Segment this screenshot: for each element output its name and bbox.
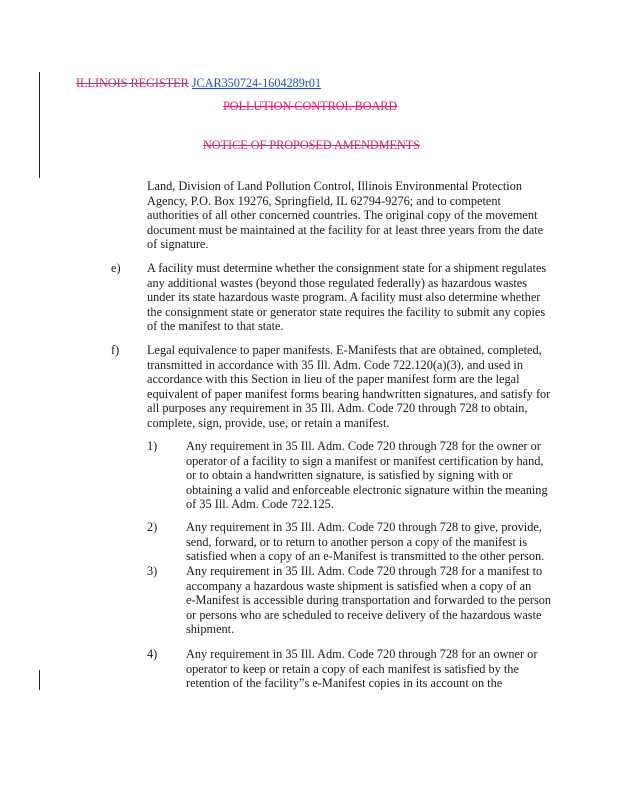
register-inserted: JCAR350724-1604289r01 (191, 76, 322, 90)
text-line: retention of the facility”s e-Manifest copies in its account on the (186, 676, 503, 691)
para-f-body (147, 343, 550, 431)
intro-paragraph (147, 179, 543, 252)
para-e-body (147, 261, 546, 334)
text-line: of signature. (147, 237, 209, 252)
text-line: any additional wastes (beyond those regulated federally) as hazardous wastes (147, 275, 528, 290)
text-line: equivalent of paper manifest forms bearing handwritten signatures, and satisfy for (147, 386, 551, 401)
text-line: shipment. (186, 622, 235, 637)
item-4-body (186, 647, 537, 691)
text-line: Legal equivalence to paper manifests. E-Manifests that are obtained, completed, (147, 343, 542, 357)
item-3-label: 3) (147, 564, 158, 578)
text-line: under its state hazardous waste program. A facility must also determine whether (147, 290, 541, 305)
text-line: obtaining a valid and enforceable electronic signature within the meaning (186, 482, 548, 497)
change-bar-bottom (39, 670, 40, 690)
item-3-body (186, 564, 551, 637)
text-line: document must be maintained at the facility for at least three years from the date (147, 222, 544, 237)
board-heading: POLLUTION CONTROL BOARD (223, 99, 398, 113)
text-line: Land, Division of Land Pollution Control, Illinois Environmental Protection (147, 179, 523, 193)
register-header (76, 76, 321, 90)
text-line: complete, sign, provide, use, or retain a manifest. (147, 415, 390, 430)
para-e-label: e) (111, 261, 121, 275)
text-line: Any requirement in 35 Ill. Adm. Code 720 through 728 for an owner or (186, 647, 538, 661)
notice-heading: NOTICE OF PROPOSED AMENDMENTS (203, 138, 421, 152)
text-line: transmitted in accordance with 35 Ill. Adm. Code 722.120(a)(3), and used in (147, 357, 523, 372)
text-line: Any requirement in 35 Ill. Adm. Code 720 through 728 for the owner or (186, 439, 541, 453)
text-line: or persons who are scheduled to receive delivery of the hazardous waste (186, 607, 542, 622)
change-bar-top (39, 72, 40, 178)
item-2-body (186, 520, 544, 564)
item-1-label: 1) (147, 439, 158, 453)
item-4-label: 4) (147, 647, 158, 661)
text-line: Agency, P.O. Box 19276, Springfield, IL 62794-9276; and to competent (147, 193, 501, 208)
text-line: of 35 Ill. Adm. Code 722.125. (186, 497, 334, 512)
text-line: accordance with this Section in lieu of the paper manifest form are the legal (147, 372, 520, 387)
register-struck: ILLINOIS REGISTER (76, 76, 189, 90)
text-line: or to obtain a handwritten signature, is satisfied by signing with or (186, 468, 513, 483)
text-line: satisfied when a copy of an e-Manifest is transmitted to the other person. (186, 549, 545, 564)
text-line: send, forward, or to return to another person a copy of the manifest is (186, 534, 528, 549)
para-f-label: f) (111, 343, 120, 357)
text-line: accompany a hazardous waste shipment is satisfied when a copy of an (186, 578, 532, 593)
text-line: of the manifest to that state. (147, 319, 284, 334)
item-2-label: 2) (147, 520, 158, 534)
item-1-body (186, 439, 548, 512)
text-line: operator of a facility to sign a manifest or manifest certification by hand, (186, 453, 544, 468)
text-line: e-Manifest is accessible during transportation and forwarded to the person (186, 593, 552, 608)
text-line: Any requirement in 35 Ill. Adm. Code 720 through 728 to give, provide, (186, 520, 542, 534)
text-line: Any requirement in 35 Ill. Adm. Code 720 through 728 for a manifest to (186, 564, 543, 578)
text-line: all purposes any requirement in 35 Ill. Adm. Code 720 through 728 to obtain, (147, 401, 528, 416)
text-line: A facility must determine whether the consignment state for a shipment regulates (147, 261, 547, 275)
text-line: authorities of all other concerned countries. The original copy of the movement (147, 208, 538, 223)
text-line: operator to keep or retain a copy of each manifest is satisfied by the (186, 661, 519, 676)
text-line: the consignment state or generator state requires the facility to submit any copies (147, 304, 546, 319)
